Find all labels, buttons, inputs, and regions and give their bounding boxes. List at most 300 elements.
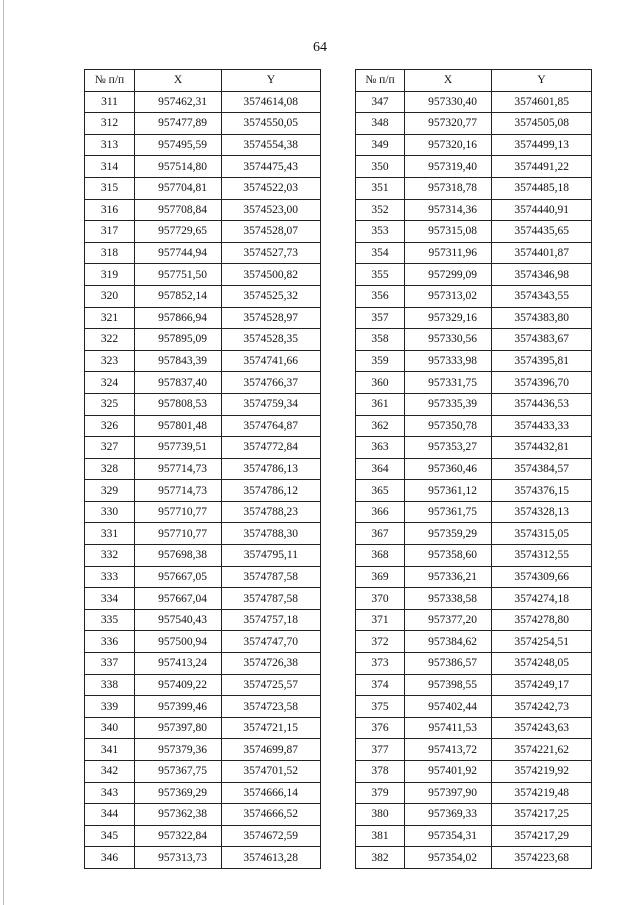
- y-coordinate-cell: 3574772,84: [222, 437, 321, 459]
- x-coordinate-cell: 957353,27: [405, 437, 492, 459]
- y-coordinate-cell: 3574741,66: [222, 350, 321, 372]
- table-row: [85, 177, 321, 199]
- y-coordinate-cell: 3574243,63: [492, 717, 592, 739]
- y-coordinate-cell: 3574528,35: [222, 329, 321, 351]
- table-row: [85, 739, 321, 761]
- y-coordinate-cell: 3574721,15: [222, 717, 321, 739]
- y-coordinate-cell: 3574223,68: [492, 847, 592, 869]
- point-number-cell: 328: [85, 458, 135, 480]
- point-number-cell: 314: [85, 156, 135, 178]
- table-row: [356, 199, 592, 221]
- y-coordinate-cell: 3574242,73: [492, 696, 592, 718]
- x-coordinate-cell: 957397,90: [405, 782, 492, 804]
- table-row: [356, 480, 592, 502]
- y-coordinate-cell: 3574346,98: [492, 264, 592, 286]
- point-number-cell: 335: [85, 609, 135, 631]
- table-row: [85, 717, 321, 739]
- coordinates-table-left: [84, 69, 321, 869]
- point-number-cell: 344: [85, 804, 135, 826]
- table-row: [85, 523, 321, 545]
- x-coordinate-cell: 957409,22: [135, 674, 222, 696]
- table-row: [85, 674, 321, 696]
- x-coordinate-cell: 957401,92: [405, 761, 492, 783]
- point-number-cell: 366: [356, 501, 405, 523]
- point-number-cell: 379: [356, 782, 405, 804]
- x-coordinate-cell: 957377,20: [405, 609, 492, 631]
- y-coordinate-cell: 3574764,87: [222, 415, 321, 437]
- point-number-cell: 348: [356, 113, 405, 135]
- table-row: [356, 242, 592, 264]
- point-number-cell: 331: [85, 523, 135, 545]
- point-number-cell: 315: [85, 177, 135, 199]
- x-coordinate-cell: 957338,58: [405, 588, 492, 610]
- table-row: [85, 393, 321, 415]
- y-coordinate-cell: 3574248,05: [492, 653, 592, 675]
- y-coordinate-cell: 3574219,92: [492, 761, 592, 783]
- point-number-cell: 336: [85, 631, 135, 653]
- header-num: № п/п: [85, 70, 135, 92]
- x-coordinate-cell: 957413,24: [135, 653, 222, 675]
- point-number-cell: 349: [356, 134, 405, 156]
- y-coordinate-cell: 3574383,67: [492, 329, 592, 351]
- x-coordinate-cell: 957739,51: [135, 437, 222, 459]
- point-number-cell: 317: [85, 221, 135, 243]
- x-coordinate-cell: 957299,09: [405, 264, 492, 286]
- y-coordinate-cell: 3574666,14: [222, 782, 321, 804]
- x-coordinate-cell: 957477,89: [135, 113, 222, 135]
- x-coordinate-cell: 957852,14: [135, 285, 222, 307]
- table-row: [85, 415, 321, 437]
- x-coordinate-cell: 957729,65: [135, 221, 222, 243]
- table-row: [356, 307, 592, 329]
- point-number-cell: 313: [85, 134, 135, 156]
- table-row: [85, 156, 321, 178]
- x-coordinate-cell: 957397,80: [135, 717, 222, 739]
- y-coordinate-cell: 3574725,57: [222, 674, 321, 696]
- table-row: [85, 804, 321, 826]
- y-coordinate-cell: 3574485,18: [492, 177, 592, 199]
- table-row: [356, 393, 592, 415]
- y-coordinate-cell: 3574343,55: [492, 285, 592, 307]
- x-coordinate-cell: 957313,02: [405, 285, 492, 307]
- point-number-cell: 374: [356, 674, 405, 696]
- y-coordinate-cell: 3574601,85: [492, 91, 592, 113]
- point-number-cell: 367: [356, 523, 405, 545]
- point-number-cell: 382: [356, 847, 405, 869]
- table-row: [356, 674, 592, 696]
- table-header-row: [356, 70, 592, 92]
- table-row: [356, 458, 592, 480]
- x-coordinate-cell: 957710,77: [135, 501, 222, 523]
- table-row: [356, 177, 592, 199]
- table-row: [85, 307, 321, 329]
- y-coordinate-cell: 3574384,57: [492, 458, 592, 480]
- y-coordinate-cell: 3574221,62: [492, 739, 592, 761]
- table-row: [356, 415, 592, 437]
- point-number-cell: 343: [85, 782, 135, 804]
- point-number-cell: 338: [85, 674, 135, 696]
- table-header-row: [85, 70, 321, 92]
- y-coordinate-cell: 3574376,15: [492, 480, 592, 502]
- y-coordinate-cell: 3574435,65: [492, 221, 592, 243]
- y-coordinate-cell: 3574278,80: [492, 609, 592, 631]
- table-row: [85, 566, 321, 588]
- y-coordinate-cell: 3574699,87: [222, 739, 321, 761]
- point-number-cell: 332: [85, 545, 135, 567]
- table-row: [85, 609, 321, 631]
- table-row: [356, 437, 592, 459]
- y-coordinate-cell: 3574217,25: [492, 804, 592, 826]
- point-number-cell: 354: [356, 242, 405, 264]
- page-number: 64: [313, 40, 327, 55]
- y-coordinate-cell: 3574249,17: [492, 674, 592, 696]
- y-coordinate-cell: 3574395,81: [492, 350, 592, 372]
- x-coordinate-cell: 957361,75: [405, 501, 492, 523]
- point-number-cell: 353: [356, 221, 405, 243]
- point-number-cell: 342: [85, 761, 135, 783]
- x-coordinate-cell: 957708,84: [135, 199, 222, 221]
- y-coordinate-cell: 3574401,87: [492, 242, 592, 264]
- y-coordinate-cell: 3574788,30: [222, 523, 321, 545]
- point-number-cell: 320: [85, 285, 135, 307]
- x-coordinate-cell: 957411,53: [405, 717, 492, 739]
- y-coordinate-cell: 3574701,52: [222, 761, 321, 783]
- x-coordinate-cell: 957330,56: [405, 329, 492, 351]
- x-coordinate-cell: 957358,60: [405, 545, 492, 567]
- table-row: [356, 566, 592, 588]
- x-coordinate-cell: 957402,44: [405, 696, 492, 718]
- point-number-cell: 378: [356, 761, 405, 783]
- y-coordinate-cell: 3574396,70: [492, 372, 592, 394]
- table-row: [356, 372, 592, 394]
- point-number-cell: 373: [356, 653, 405, 675]
- x-coordinate-cell: 957359,29: [405, 523, 492, 545]
- table-row: [356, 825, 592, 847]
- table-row: [85, 631, 321, 653]
- x-coordinate-cell: 957311,96: [405, 242, 492, 264]
- point-number-cell: 359: [356, 350, 405, 372]
- table-row: [85, 847, 321, 869]
- table-row: [85, 285, 321, 307]
- header-num: № п/п: [356, 70, 405, 92]
- x-coordinate-cell: 957399,46: [135, 696, 222, 718]
- y-coordinate-cell: 3574505,08: [492, 113, 592, 135]
- x-coordinate-cell: 957379,36: [135, 739, 222, 761]
- point-number-cell: 372: [356, 631, 405, 653]
- y-coordinate-cell: 3574312,55: [492, 545, 592, 567]
- y-coordinate-cell: 3574499,13: [492, 134, 592, 156]
- table-row: [85, 501, 321, 523]
- point-number-cell: 326: [85, 415, 135, 437]
- x-coordinate-cell: 957751,50: [135, 264, 222, 286]
- x-coordinate-cell: 957704,81: [135, 177, 222, 199]
- point-number-cell: 381: [356, 825, 405, 847]
- x-coordinate-cell: 957329,16: [405, 307, 492, 329]
- table-row: [85, 545, 321, 567]
- y-coordinate-cell: 3574328,13: [492, 501, 592, 523]
- y-coordinate-cell: 3574522,03: [222, 177, 321, 199]
- table-row: [85, 372, 321, 394]
- table-row: [356, 264, 592, 286]
- x-coordinate-cell: 957667,04: [135, 588, 222, 610]
- x-coordinate-cell: 957336,21: [405, 566, 492, 588]
- point-number-cell: 361: [356, 393, 405, 415]
- point-number-cell: 327: [85, 437, 135, 459]
- x-coordinate-cell: 957314,36: [405, 199, 492, 221]
- table-row: [85, 653, 321, 675]
- y-coordinate-cell: 3574666,52: [222, 804, 321, 826]
- table-row: [356, 717, 592, 739]
- y-coordinate-cell: 3574491,22: [492, 156, 592, 178]
- x-coordinate-cell: 957843,39: [135, 350, 222, 372]
- x-coordinate-cell: 957369,29: [135, 782, 222, 804]
- y-coordinate-cell: 3574550,05: [222, 113, 321, 135]
- x-coordinate-cell: 957322,84: [135, 825, 222, 847]
- table-row: [85, 242, 321, 264]
- table-row: [356, 782, 592, 804]
- point-number-cell: 333: [85, 566, 135, 588]
- point-number-cell: 311: [85, 91, 135, 113]
- x-coordinate-cell: 957335,39: [405, 393, 492, 415]
- table-row: [85, 782, 321, 804]
- x-coordinate-cell: 957361,12: [405, 480, 492, 502]
- y-coordinate-cell: 3574747,70: [222, 631, 321, 653]
- x-coordinate-cell: 957320,77: [405, 113, 492, 135]
- table-row: [356, 588, 592, 610]
- x-coordinate-cell: 957362,38: [135, 804, 222, 826]
- point-number-cell: 345: [85, 825, 135, 847]
- point-number-cell: 355: [356, 264, 405, 286]
- table-row: [85, 329, 321, 351]
- x-coordinate-cell: 957710,77: [135, 523, 222, 545]
- y-coordinate-cell: 3574528,97: [222, 307, 321, 329]
- table-row: [85, 480, 321, 502]
- y-coordinate-cell: 3574254,51: [492, 631, 592, 653]
- table-row: [85, 761, 321, 783]
- y-coordinate-cell: 3574614,08: [222, 91, 321, 113]
- y-coordinate-cell: 3574440,91: [492, 199, 592, 221]
- point-number-cell: 339: [85, 696, 135, 718]
- table-row: [356, 113, 592, 135]
- table-body-left: [85, 91, 321, 868]
- table-row: [356, 523, 592, 545]
- point-number-cell: 368: [356, 545, 405, 567]
- y-coordinate-cell: 3574788,23: [222, 501, 321, 523]
- x-coordinate-cell: 957315,08: [405, 221, 492, 243]
- point-number-cell: 363: [356, 437, 405, 459]
- x-coordinate-cell: 957386,57: [405, 653, 492, 675]
- table-row: [356, 761, 592, 783]
- x-coordinate-cell: 957808,53: [135, 393, 222, 415]
- point-number-cell: 364: [356, 458, 405, 480]
- x-coordinate-cell: 957354,31: [405, 825, 492, 847]
- x-coordinate-cell: 957367,75: [135, 761, 222, 783]
- y-coordinate-cell: 3574613,28: [222, 847, 321, 869]
- table-row: [356, 501, 592, 523]
- x-coordinate-cell: 957667,05: [135, 566, 222, 588]
- x-coordinate-cell: 957540,43: [135, 609, 222, 631]
- y-coordinate-cell: 3574795,11: [222, 545, 321, 567]
- y-coordinate-cell: 3574219,48: [492, 782, 592, 804]
- x-coordinate-cell: 957350,78: [405, 415, 492, 437]
- table-row: [356, 134, 592, 156]
- header-x: X: [135, 70, 222, 92]
- point-number-cell: 352: [356, 199, 405, 221]
- y-coordinate-cell: 3574757,18: [222, 609, 321, 631]
- table-row: [356, 609, 592, 631]
- y-coordinate-cell: 3574787,58: [222, 588, 321, 610]
- x-coordinate-cell: 957313,73: [135, 847, 222, 869]
- header-y: Y: [492, 70, 592, 92]
- table-row: [85, 350, 321, 372]
- point-number-cell: 360: [356, 372, 405, 394]
- point-number-cell: 365: [356, 480, 405, 502]
- point-number-cell: 371: [356, 609, 405, 631]
- table-row: [85, 91, 321, 113]
- x-coordinate-cell: 957354,02: [405, 847, 492, 869]
- table-row: [356, 221, 592, 243]
- y-coordinate-cell: 3574672,59: [222, 825, 321, 847]
- x-coordinate-cell: 957319,40: [405, 156, 492, 178]
- point-number-cell: 370: [356, 588, 405, 610]
- x-coordinate-cell: 957369,33: [405, 804, 492, 826]
- point-number-cell: 340: [85, 717, 135, 739]
- x-coordinate-cell: 957495,59: [135, 134, 222, 156]
- x-coordinate-cell: 957462,31: [135, 91, 222, 113]
- x-coordinate-cell: 957714,73: [135, 458, 222, 480]
- y-coordinate-cell: 3574787,58: [222, 566, 321, 588]
- x-coordinate-cell: 957714,73: [135, 480, 222, 502]
- x-coordinate-cell: 957331,75: [405, 372, 492, 394]
- y-coordinate-cell: 3574525,32: [222, 285, 321, 307]
- point-number-cell: 312: [85, 113, 135, 135]
- page-edge-line: [3, 0, 4, 905]
- point-number-cell: 351: [356, 177, 405, 199]
- x-coordinate-cell: 957866,94: [135, 307, 222, 329]
- y-coordinate-cell: 3574432,81: [492, 437, 592, 459]
- table-row: [356, 285, 592, 307]
- y-coordinate-cell: 3574500,82: [222, 264, 321, 286]
- x-coordinate-cell: 957895,09: [135, 329, 222, 351]
- y-coordinate-cell: 3574786,13: [222, 458, 321, 480]
- y-coordinate-cell: 3574786,12: [222, 480, 321, 502]
- point-number-cell: 380: [356, 804, 405, 826]
- table-row: [85, 696, 321, 718]
- x-coordinate-cell: 957514,80: [135, 156, 222, 178]
- point-number-cell: 329: [85, 480, 135, 502]
- point-number-cell: 318: [85, 242, 135, 264]
- y-coordinate-cell: 3574554,38: [222, 134, 321, 156]
- table-row: [85, 437, 321, 459]
- x-coordinate-cell: 957333,98: [405, 350, 492, 372]
- table-row: [356, 545, 592, 567]
- y-coordinate-cell: 3574726,38: [222, 653, 321, 675]
- point-number-cell: 350: [356, 156, 405, 178]
- table-body-right: [356, 91, 592, 868]
- table-row: [356, 696, 592, 718]
- point-number-cell: 362: [356, 415, 405, 437]
- x-coordinate-cell: 957398,55: [405, 674, 492, 696]
- point-number-cell: 347: [356, 91, 405, 113]
- point-number-cell: 341: [85, 739, 135, 761]
- table-row: [85, 588, 321, 610]
- point-number-cell: 323: [85, 350, 135, 372]
- header-y: Y: [222, 70, 321, 92]
- point-number-cell: 316: [85, 199, 135, 221]
- point-number-cell: 324: [85, 372, 135, 394]
- y-coordinate-cell: 3574217,29: [492, 825, 592, 847]
- y-coordinate-cell: 3574527,73: [222, 242, 321, 264]
- point-number-cell: 356: [356, 285, 405, 307]
- x-coordinate-cell: 957413,72: [405, 739, 492, 761]
- point-number-cell: 377: [356, 739, 405, 761]
- point-number-cell: 334: [85, 588, 135, 610]
- point-number-cell: 325: [85, 393, 135, 415]
- y-coordinate-cell: 3574759,34: [222, 393, 321, 415]
- table-row: [85, 199, 321, 221]
- y-coordinate-cell: 3574315,05: [492, 523, 592, 545]
- table-row: [356, 329, 592, 351]
- table-row: [85, 264, 321, 286]
- header-x: X: [405, 70, 492, 92]
- y-coordinate-cell: 3574274,18: [492, 588, 592, 610]
- point-number-cell: 375: [356, 696, 405, 718]
- x-coordinate-cell: 957698,38: [135, 545, 222, 567]
- y-coordinate-cell: 3574475,43: [222, 156, 321, 178]
- y-coordinate-cell: 3574436,53: [492, 393, 592, 415]
- table-row: [85, 221, 321, 243]
- table-row: [85, 458, 321, 480]
- point-number-cell: 321: [85, 307, 135, 329]
- x-coordinate-cell: 957384,62: [405, 631, 492, 653]
- table-row: [356, 739, 592, 761]
- x-coordinate-cell: 957320,16: [405, 134, 492, 156]
- table-row: [356, 847, 592, 869]
- point-number-cell: 358: [356, 329, 405, 351]
- x-coordinate-cell: 957801,48: [135, 415, 222, 437]
- table-row: [85, 825, 321, 847]
- table-row: [356, 804, 592, 826]
- x-coordinate-cell: 957744,94: [135, 242, 222, 264]
- point-number-cell: 330: [85, 501, 135, 523]
- x-coordinate-cell: 957318,78: [405, 177, 492, 199]
- table-row: [85, 134, 321, 156]
- table-row: [356, 156, 592, 178]
- coordinates-table-right: [355, 69, 592, 869]
- point-number-cell: 319: [85, 264, 135, 286]
- y-coordinate-cell: 3574433,33: [492, 415, 592, 437]
- x-coordinate-cell: 957360,46: [405, 458, 492, 480]
- point-number-cell: 346: [85, 847, 135, 869]
- y-coordinate-cell: 3574723,58: [222, 696, 321, 718]
- table-row: [85, 113, 321, 135]
- y-coordinate-cell: 3574766,37: [222, 372, 321, 394]
- y-coordinate-cell: 3574528,07: [222, 221, 321, 243]
- x-coordinate-cell: 957330,40: [405, 91, 492, 113]
- y-coordinate-cell: 3574309,66: [492, 566, 592, 588]
- y-coordinate-cell: 3574383,80: [492, 307, 592, 329]
- table-row: [356, 350, 592, 372]
- table-row: [356, 91, 592, 113]
- point-number-cell: 376: [356, 717, 405, 739]
- table-row: [356, 653, 592, 675]
- x-coordinate-cell: 957500,94: [135, 631, 222, 653]
- x-coordinate-cell: 957837,40: [135, 372, 222, 394]
- table-row: [356, 631, 592, 653]
- point-number-cell: 357: [356, 307, 405, 329]
- point-number-cell: 322: [85, 329, 135, 351]
- y-coordinate-cell: 3574523,00: [222, 199, 321, 221]
